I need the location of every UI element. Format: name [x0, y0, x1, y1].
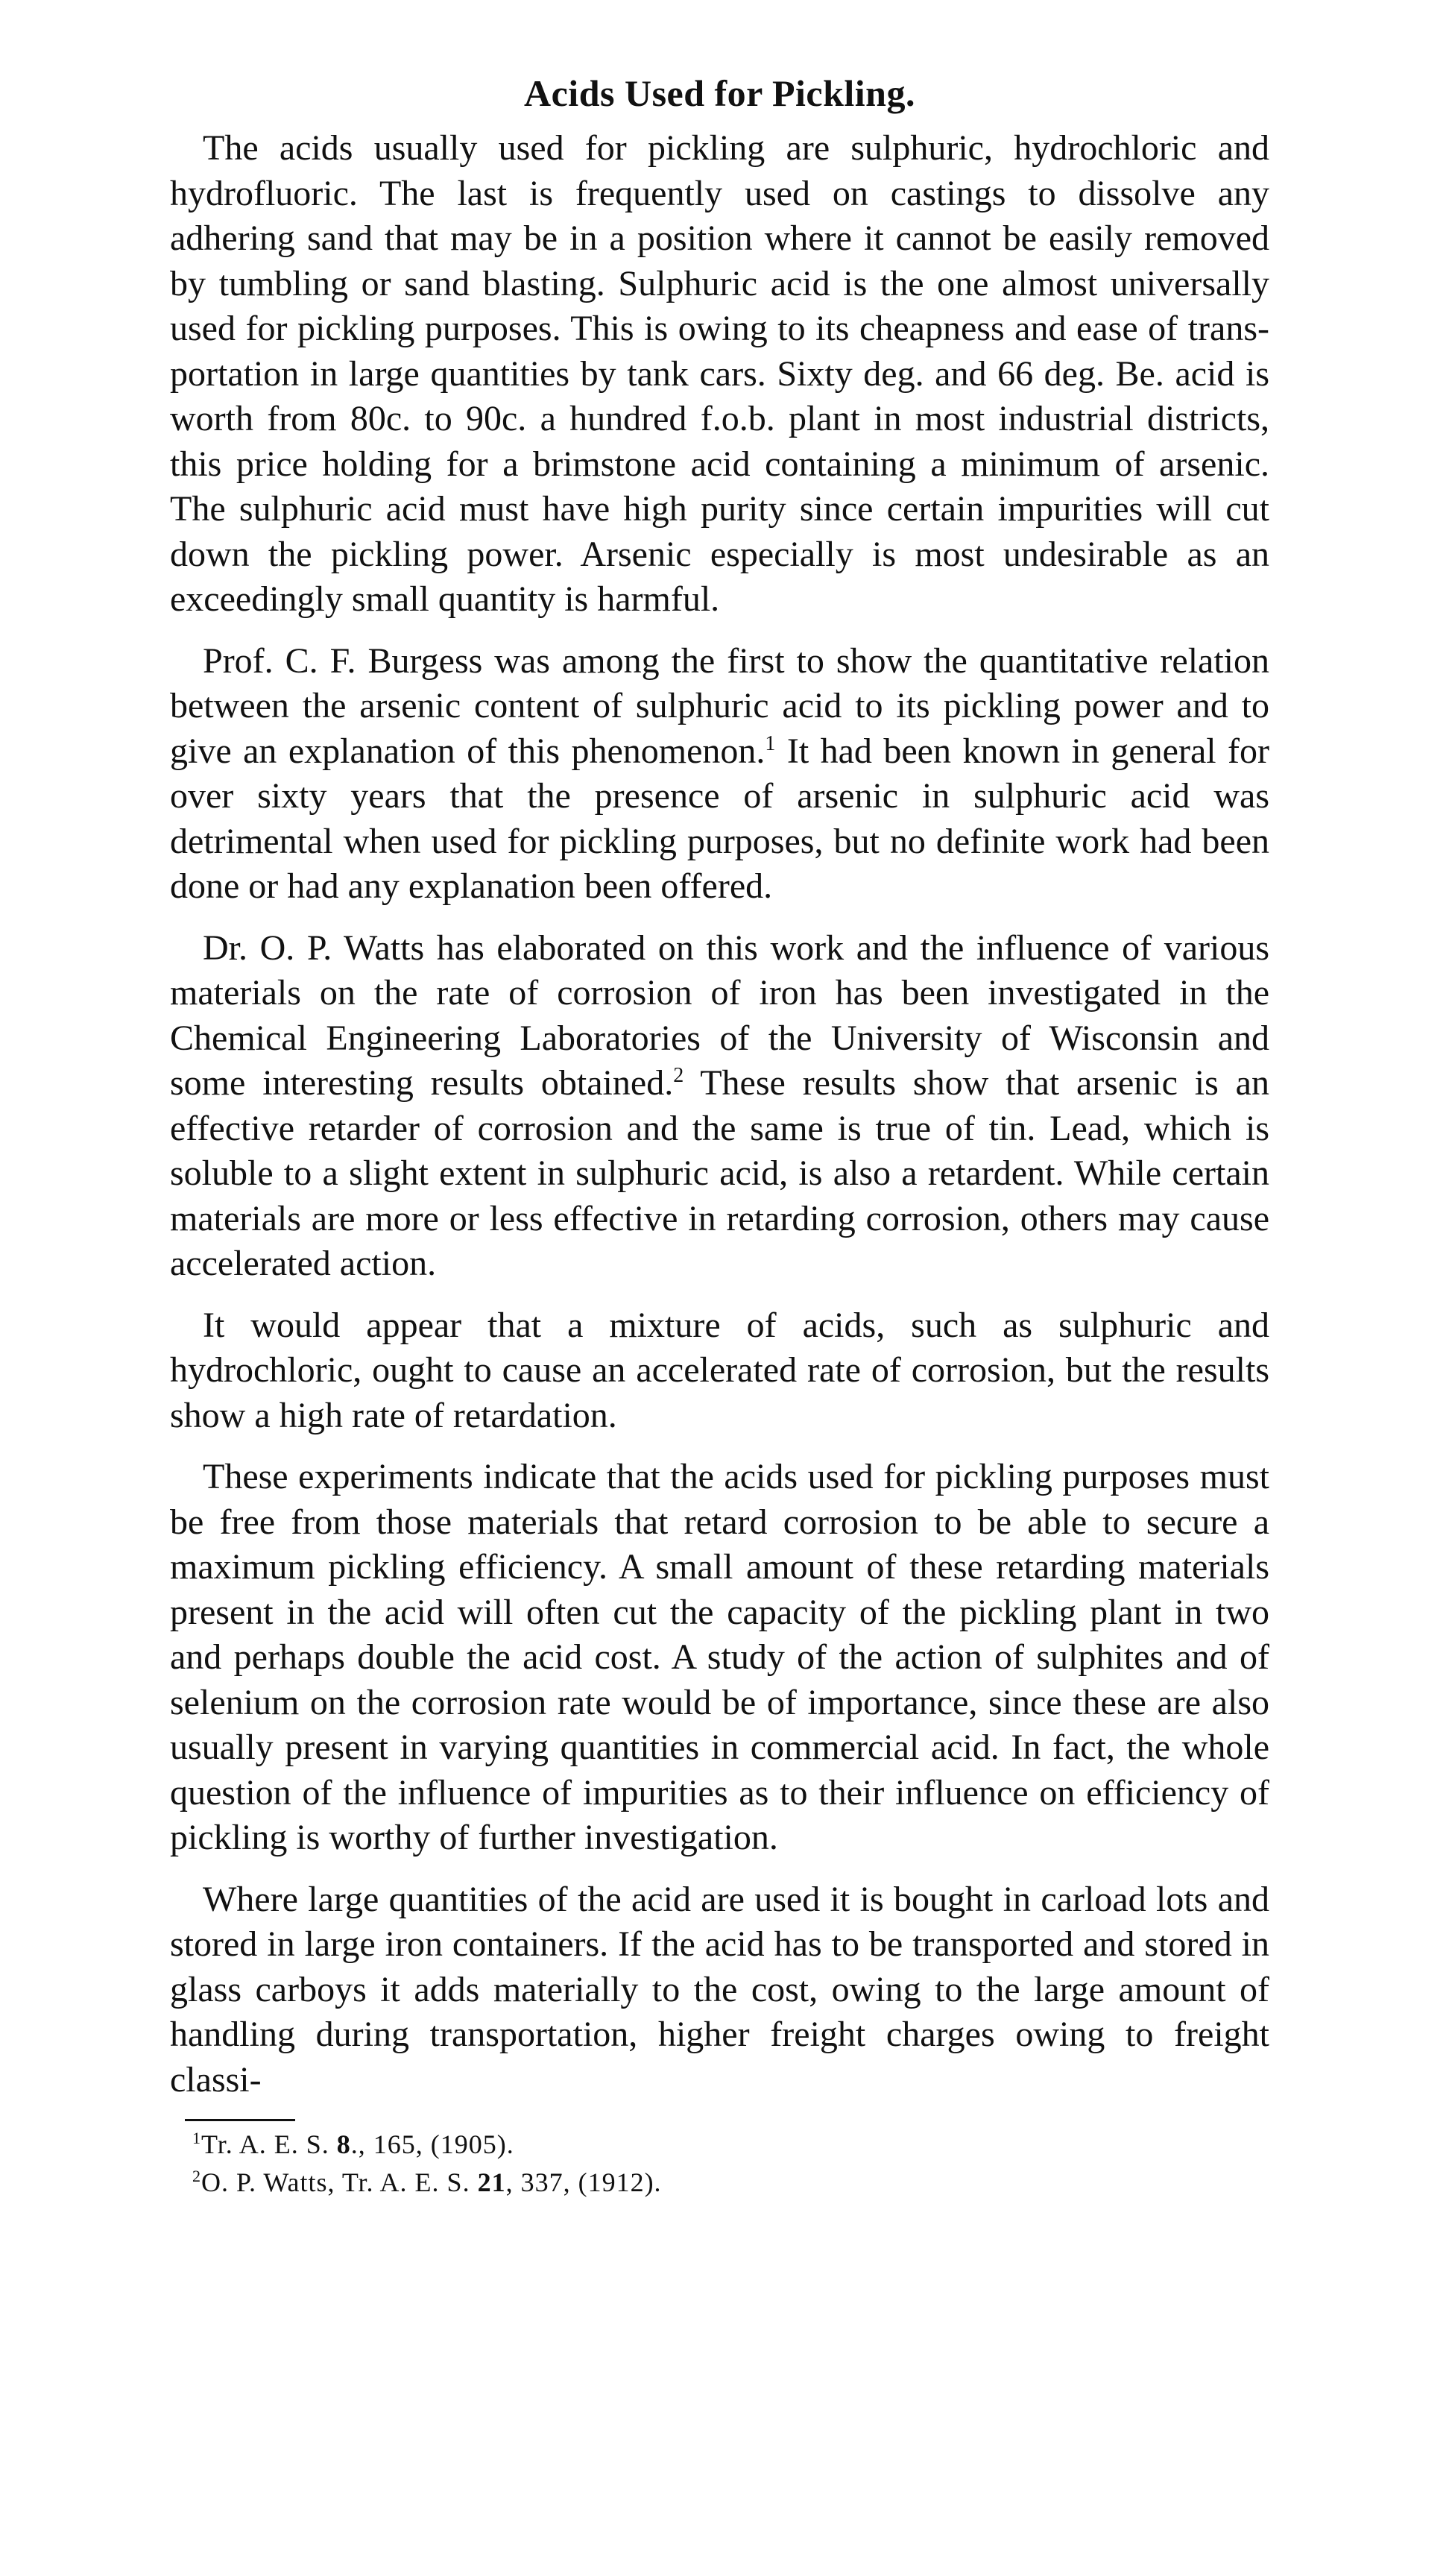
footnote-volume: 21 [477, 2167, 506, 2197]
footnote-reference: 2 [673, 1064, 684, 1087]
footnote-text: ., 165, (1905). [350, 2129, 514, 2159]
paragraph-text: It had been known in general for over sixty years that the presence of arsenic in sulphuric acid was detrimental when used for pickling purposes, but no definite work had been done or had any explanation been offered. [170, 731, 1269, 906]
page [170, 71, 1269, 2202]
footnote-text: , 337, (1912). [505, 2167, 662, 2197]
paragraph-text: These results show that arsenic is an effective retarder of corrosion and the same is true of tin. Lead, which is soluble to a slight extent in sulphuric acid, is also a retardent. While certain materials are more or less effective in retarding corrosion, others may cause accelerated action. [170, 1063, 1269, 1283]
paragraph-text: Dr. O. P. Watts has elaborated on this work and the influence of various materials on the rate of corrosion of iron has been investigated in the Chemical Engineering Laboratories of the University of Wisconsin and some interesting results obtained. [170, 928, 1269, 1103]
paragraph-mixture: It would appear that a mixture of acids, such as sulphuric and hydrochloric, ought to cause an accelerated rate of corrosion, but the results show a high rate of retardation. [170, 1305, 1269, 1435]
paragraph-watts [170, 926, 1269, 1287]
paragraph-storage: Where large quantities of the acid are used it is bought in carload lots and stored in large iron containers. If the acid has to be transported and stored in glass carboys it adds materially to the cost, owing to the large amount of handling during transportation, higher freight charges owing to freight classi- [170, 1879, 1269, 2100]
paragraph-text: Prof. C. F. Burgess was among the first to show the quantitative relation between the arsenic content of sulphuric acid to its pickling power and to give an explanation of this phenomenon. [170, 640, 1269, 771]
footnote-divider [185, 2119, 295, 2121]
footnote-volume: 8 [336, 2129, 351, 2159]
footnote-marker: 2 [192, 2167, 201, 2185]
paragraph-experiments: These experiments indicate that the acids used for pickling purposes must be free from those materials that retard corrosion to be able to secure a maximum pickling efficiency. A small amount of these retarding materials present in the acid will often cut the capacity of the pickling plant in two and perhaps double the acid cost. A study of the action of sulphites and of selenium on the corrosion rate would be of importance, since these are also usually present in varying quantities in commercial acid. In fact, the whole question of the influence of impurities as to their influence on efficiency of pickling is worthy of further investigation. [170, 1457, 1269, 1857]
section-title: Acids Used for Pickling. [524, 72, 915, 114]
footnote-reference: 1 [765, 731, 776, 755]
footnote-marker: 1 [192, 2129, 201, 2147]
paragraph-acids-usage: The acids usually used for pickling are sulphuric, hydrochloric and hydrofluoric. The last is frequently used on castings to dissolve any adhering sand that may be in a position where it cannot be easily removed by tumbling or sand blasting. Sulphuric acid is the one almost universally used for pickling purposes. This is owing to its cheapness and ease of transportation in large quantities by tank cars. Sixty deg. and 66 deg. Be. acid is worth from 80c. to 90c. a hundred f.o.b. plant in most industrial districts, this price holding for a brimstone acid containing a minimum of arsenic. The sulphuric acid must have high purity since certain impurities will cut down the pickling power. Arsenic especially is most undesirable as an exceedingly small quantity is harmful. [170, 128, 1269, 619]
paragraph-burgess [170, 639, 1269, 910]
footnote-text: O. P. Watts, Tr. A. E. S. [201, 2167, 478, 2197]
footnote-text: Tr. A. E. S. [201, 2129, 337, 2159]
footnote [192, 2126, 1269, 2164]
footnote [192, 2164, 1269, 2202]
